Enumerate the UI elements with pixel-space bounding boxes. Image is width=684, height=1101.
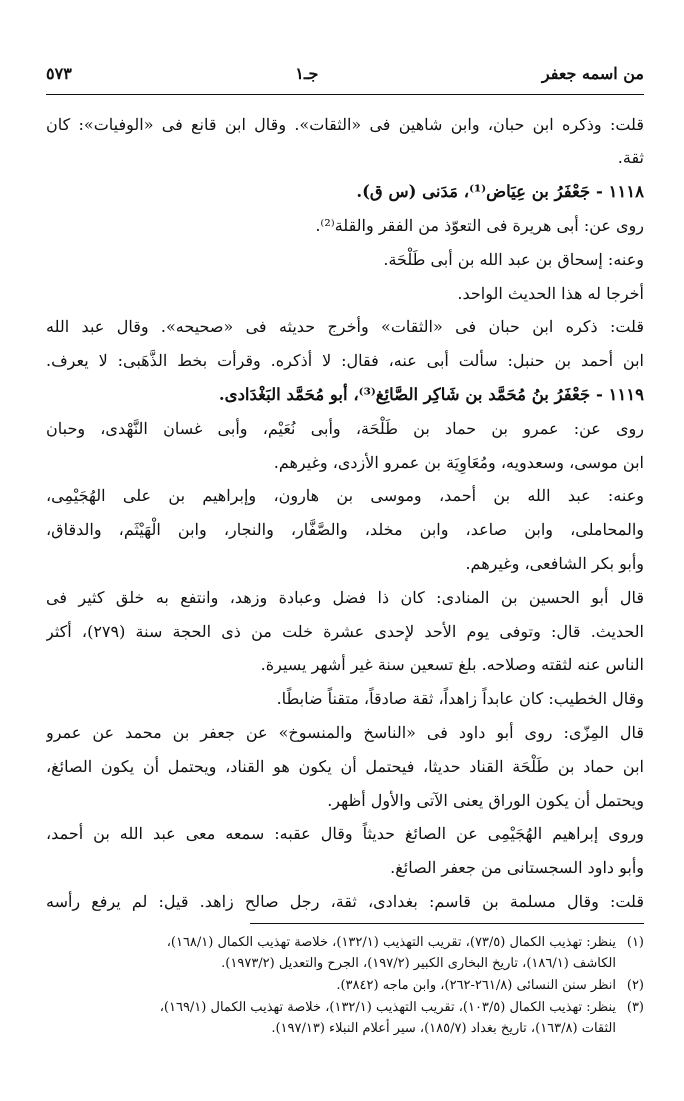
page-number: ٥٧٣ [46, 63, 72, 83]
text-line: روى عن: عمرو بن حماد بن طَلْحَة، وأبى نُعَيْم، وأبى غسان النَّهْدى، وحبان [46, 418, 644, 438]
footnote-text: الثقات (١٦٣/٨)، تاريخ بغداد (١٨٥/٧)، سير أعلام النبلاء (١٩٧/١٣). [271, 1021, 616, 1037]
footnote-text: انظر سنن النسائى (٢٦١/٨-٢٦٢)، وابن ماجه (٣٨٤٢). [336, 977, 616, 993]
text-line: قال المِزّى: روى أبو داود فى «الناسخ والمنسوخ» عن جعفر بن محمد عن عمرو [46, 723, 644, 743]
text-line: ابن أحمد بن حنبل: سألت أبى عنه، فقال: لا أذكره. وقرأت بخط الذَّهَبى: لا يعرف. [46, 351, 644, 371]
main-text [46, 108, 644, 919]
footnotes [46, 932, 644, 1040]
text-line: ابن حماد بن طَلْحَة القناد حديثا، فيحتمل أن يكون هو القناد، ويحتمل أن يكون الصائغ، [46, 756, 644, 776]
footnote-text: ينظر: تهذيب الكمال (١٠٣/٥)، تقريب التهذيب (١٣٢/١)، خلاصة تهذيب الكمال (١٦٩/١)، [159, 999, 616, 1015]
footnote [46, 975, 644, 997]
text-line: الحديث. قال: وتوفى يوم الأحد لإحدى عشرة خلت من ذى الحجة سنة (٢٧٩)، أكثر [46, 621, 644, 641]
footnote-text: الكاشف (١٨٦/١)، تاريخ البخارى الكبير (١٩٧/٢)، الجرح والتعديل (١٩٧٣/٢). [221, 956, 616, 972]
footnote-number: (٢) [626, 977, 644, 993]
text-line: ثقة. [617, 148, 644, 168]
text-line: قلت: ذكره ابن حبان فى «الثقات» وأخرج حديثه فى «صحيحه». وقال عبد الله [46, 317, 644, 337]
running-header [46, 60, 644, 86]
footnote-text: ينظر: تهذيب الكمال (٧٣/٥)، تقريب التهذيب (١٣٢/١)، خلاصة تهذيب الكمال (١٦٨/١)، [166, 934, 616, 950]
footnote [46, 997, 644, 1019]
text-line: وأبو بكر الشافعى، وغيرهم. [465, 554, 644, 574]
entry-heading: ١١١٨ - جَعْفَرُ بن عِيَاض⁽¹⁾، مَدَنى (س ق). [356, 182, 644, 202]
footnote [46, 932, 644, 954]
text-line: أخرجا له هذا الحديث الواحد. [457, 283, 644, 303]
header-rule [46, 94, 644, 95]
text-line: وعنه: إسحاق بن عبد الله بن أبى طَلْحَة. [383, 249, 644, 269]
footnote-number: (١) [626, 934, 644, 950]
text-line: وروى إبراهيم الهُجَيْمِى عن الصائغ حديثاً وقال عقبه: سمعه معى عبد الله بن أحمد، [46, 824, 644, 844]
text-line: وقال الخطيب: كان عابداً زاهداً، ثقة صادقاً، متقناً ضابطًا. [276, 689, 644, 709]
text-line: والمحاملى، وابن صاعد، وابن مخلد، والصَّفَّار، والنجار، وابن الْهَيْثَم، والدقاق، [46, 520, 644, 540]
text-line: قلت: وقال مسلمة بن قاسم: بغدادى، ثقة، رجل صالح زاهد. قيل: لم يرفع رأسه [46, 892, 644, 912]
text-line: وأبو داود السجستانى من جعفر الصائغ. [390, 858, 644, 878]
footnote-rule [250, 923, 644, 924]
footnote-number: (٣) [626, 999, 644, 1015]
text-line: قلت: وذكره ابن حبان، وابن شاهين فى «الثقات». وقال ابن قانع فى «الوفيات»: كان [46, 114, 644, 134]
section-title: من اسمه جعفر [541, 63, 644, 83]
volume-label: جـ١ [295, 63, 319, 83]
text-line: الناس عنه لثقته وصلاحه. بلغ تسعين سنة غير أشهر يسيرة. [260, 655, 644, 675]
text-line: روى عن: أبى هريرة فى التعوّذ من الفقر والقلة⁽²⁾. [315, 216, 644, 236]
entry-heading: ١١١٩ - جَعْفَرُ بنُ مُحَمَّد بن شَاكِر الصَّائِغ⁽³⁾، أبو مُحَمَّد البَغْدَادى. [218, 385, 644, 405]
text-line: ويحتمل أن يكون الوراق يعنى الآتى والأول أظهر. [327, 790, 644, 810]
text-line: وعنه: عبد الله بن أحمد، وموسى بن هارون، وإبراهيم بن على الهُجَيْمِى، [46, 486, 644, 506]
text-line: ابن موسى، وسعدويه، ومُعَاوِيَة بن عمرو الأزدى، وغيرهم. [273, 452, 644, 472]
text-line: قال أبو الحسين بن المنادى: كان ذا فضل وعبادة وزهد، وانتفع به خلق كثير فى [46, 587, 644, 607]
